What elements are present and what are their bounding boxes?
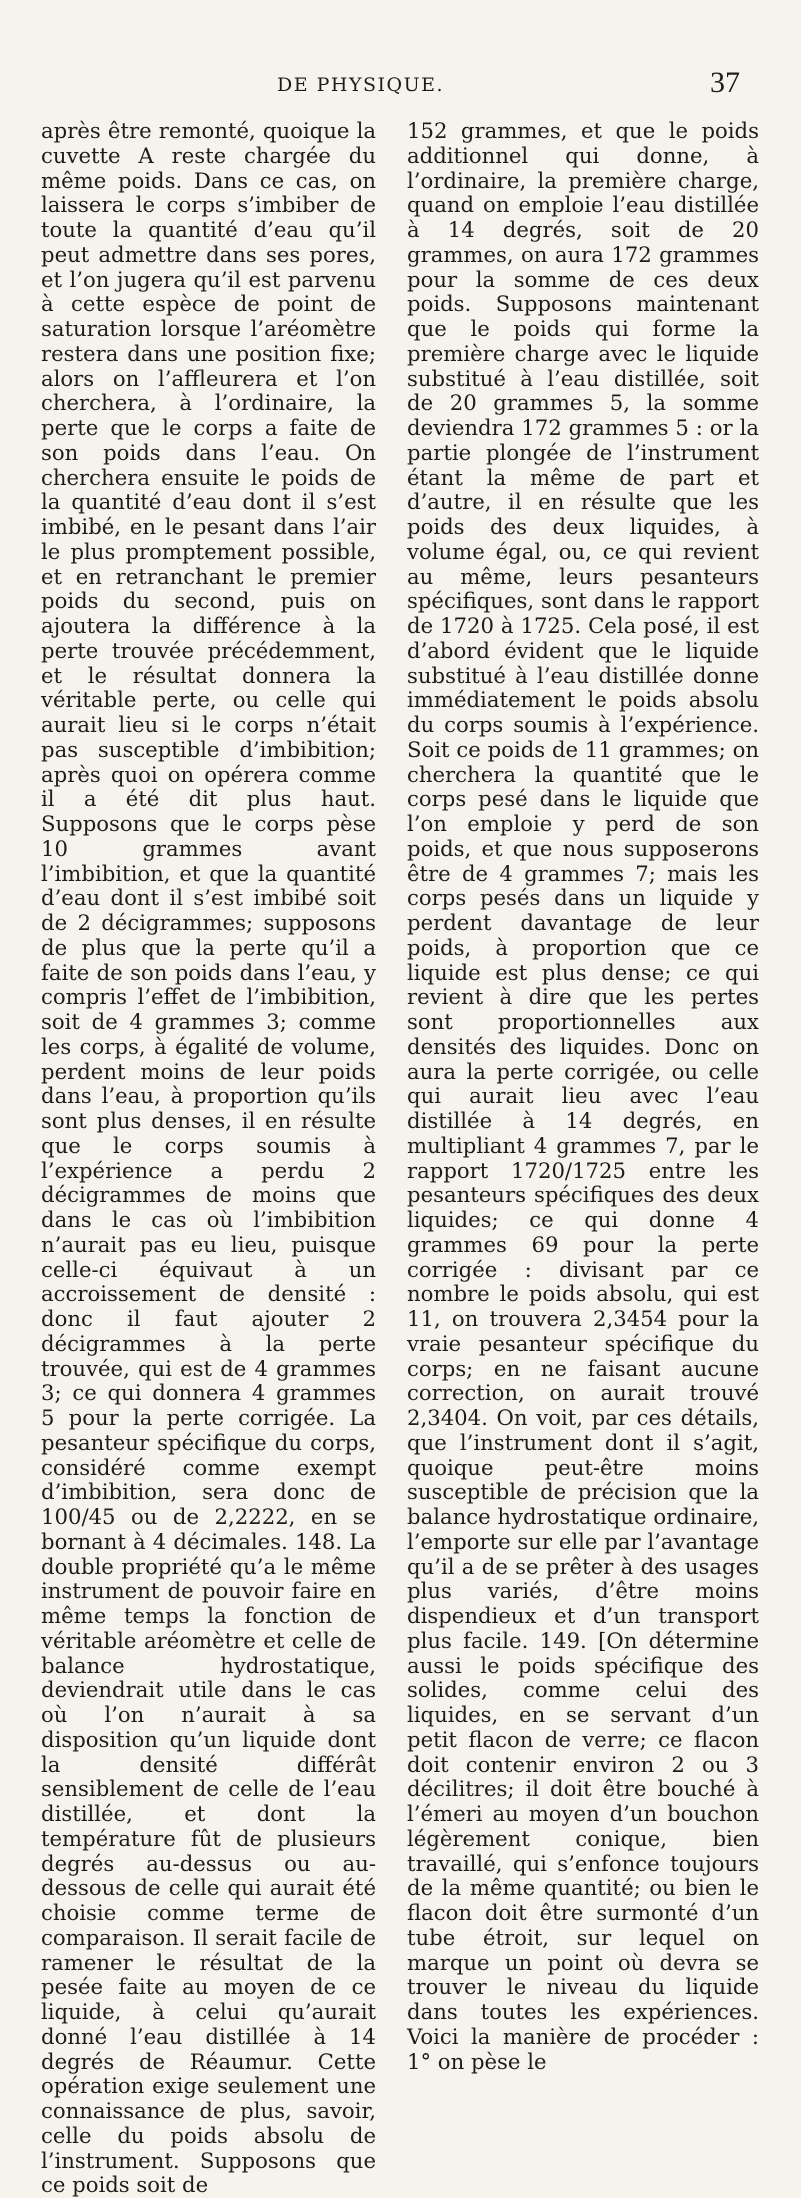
running-head: DE PHYSIQUE.	[276, 74, 445, 96]
page-header	[0, 62, 801, 102]
left-column	[41, 119, 376, 2198]
right-column-text: 152 grammes, et que le poids additionnel qui donne, à l’ordinaire, la première charge, quand on emploie l’eau distillée à 14 degrés, soit de 20 grammes, on aura 172 grammes pour la somme de ces deux poids. Supposons maintenant que le poids qui forme la première charge avec le liquide substitué à l’eau distillée, soit de 20 grammes 5, la somme deviendra 172 grammes 5 : or la partie plongée de l’instrument étant la même de part et d’autre, il en résulte que les poids des deux liquides, à volume égal, ou, ce qui revient au même, leurs pesanteurs spécifiques, sont dans le rapport de 1720 à 1725. Cela posé, il est d’abord évident que le liquide substitué à l’eau distillée donne immédiatement le poids absolu du corps soumis à l’expérience. Soit ce poids de 11 grammes; on cherchera la quantité que le corps pesé dans le liquide que l’on emploie y perd de son poids, et que nous supposerons être de 4 grammes 7; mais les corps pesés dans un liquide y perdent davantage de leur poids, à proportion que ce liquide est plus dense; ce qui revient à dire que les pertes sont proportionnelles aux densités des liquides. Donc on aura la perte corrigée, ou celle qui aurait lieu avec l’eau distillée à 14 degrés, en multipliant 4 grammes 7, par le rapport 1720/1725 entre les pesanteurs spécifiques des deux liquides; ce qui donne 4 grammes 69 pour la perte corrigée : divisant par ce nombre le poids absolu, qui est 11, on trouvera 2,3454 pour la vraie pesanteur spécifique du corps; en ne faisant aucune correction, on aurait trouvé 2,3404. On voit, par ces détails, que l’instrument dont il s’agit, quoique peut-être moins susceptible de précision que la balance hydrostatique ordinaire, l’emporte sur elle par l’avantage qu’il a de se prêter à des usages plus variés, d’être moins dispendieux et d’un transport plus facile. 149. [On détermine aussi le poids spécifique des solides, comme celui des liquides, en se servant d’un petit flacon de verre; ce flacon doit contenir environ 2 ou 3 décilitres; il doit être bouché à l’émeri au moyen d’un bouchon légèrement conique, bien travaillé, qui s’enfonce toujours de la même quantité; ou bien le flacon doit être surmonté d’un tube étroit, sur lequel on marque un point où devra se trouver le niveau du liquide dans toutes les expériences. Voici la manière de procéder : 1° on pèse le	[407, 118, 759, 2074]
left-column-text: après être remonté, quoique la cuvette A reste chargée du même poids. Dans ce cas, on laissera le corps s’imbiber de toute la quantité d’eau qu’il peut admettre dans ses pores, et l’on jugera qu’il est parvenu à cette espèce de point de saturation lorsque l’aréomètre restera dans une position fixe; alors on l’affleurera et l’on cherchera, à l’ordinaire, la perte que le corps a faite de son poids dans l’eau. On cherchera ensuite le poids de la quantité d’eau dont il s’est imbibé, en le pesant dans l’air le plus promptement possible, et en retranchant le premier poids du second, puis on ajoutera la différence à la perte trouvée précédemment, et le résultat donnera la véritable perte, ou celle qui aurait lieu si le corps n’était pas susceptible d’imbibition; après quoi on opérera comme il a été dit plus haut. Supposons que le corps pèse 10 grammes avant l’imbibition, et que la quantité d’eau dont il s’est imbibé soit de 2 décigrammes; supposons de plus que la perte qu’il a faite de son poids dans l’eau, y compris l’effet de l’imbibition, soit de 4 grammes 3; comme les corps, à égalité de volume, perdent moins de leur poids dans l’eau, à proportion qu’ils sont plus denses, il en résulte que le corps soumis à l’expérience a perdu 2 décigrammes de moins que dans le cas où l’imbibition n’aurait pas eu lieu, puisque celle-ci équivaut à un accroissement de densité : donc il faut ajouter 2 décigrammes à la perte trouvée, qui est de 4 grammes 3; ce qui donnera 4 grammes 5 pour la perte corrigée. La pesanteur spécifique du corps, considéré comme exempt d’imbibition, sera donc de 100/45 ou de 2,2222, en se bornant à 4 décimales. 148. La double propriété qu’a le même instrument de pouvoir faire en même temps la fonction de véritable aréomètre et celle de balance hydrostatique, deviendrait utile dans le cas où l’on n’aurait à sa disposition qu’un liquide dont la densité différât sensiblement de celle de l’eau distillée, et dont la température fût de plusieurs degrés au-dessus ou au-dessous de celle qui aurait été choisie comme terme de comparaison. Il serait facile de ramener le résultat de la pesée faite au moyen de ce liquide, à celui qu’aurait donné l’eau distillée à 14 degrés de Réaumur. Cette opération exige seulement une connaissance de plus, savoir, celle du poids absolu de l’instrument. Supposons que ce poids soit de	[41, 118, 376, 2198]
page-number: 37	[710, 66, 740, 99]
right-column	[407, 119, 759, 2074]
